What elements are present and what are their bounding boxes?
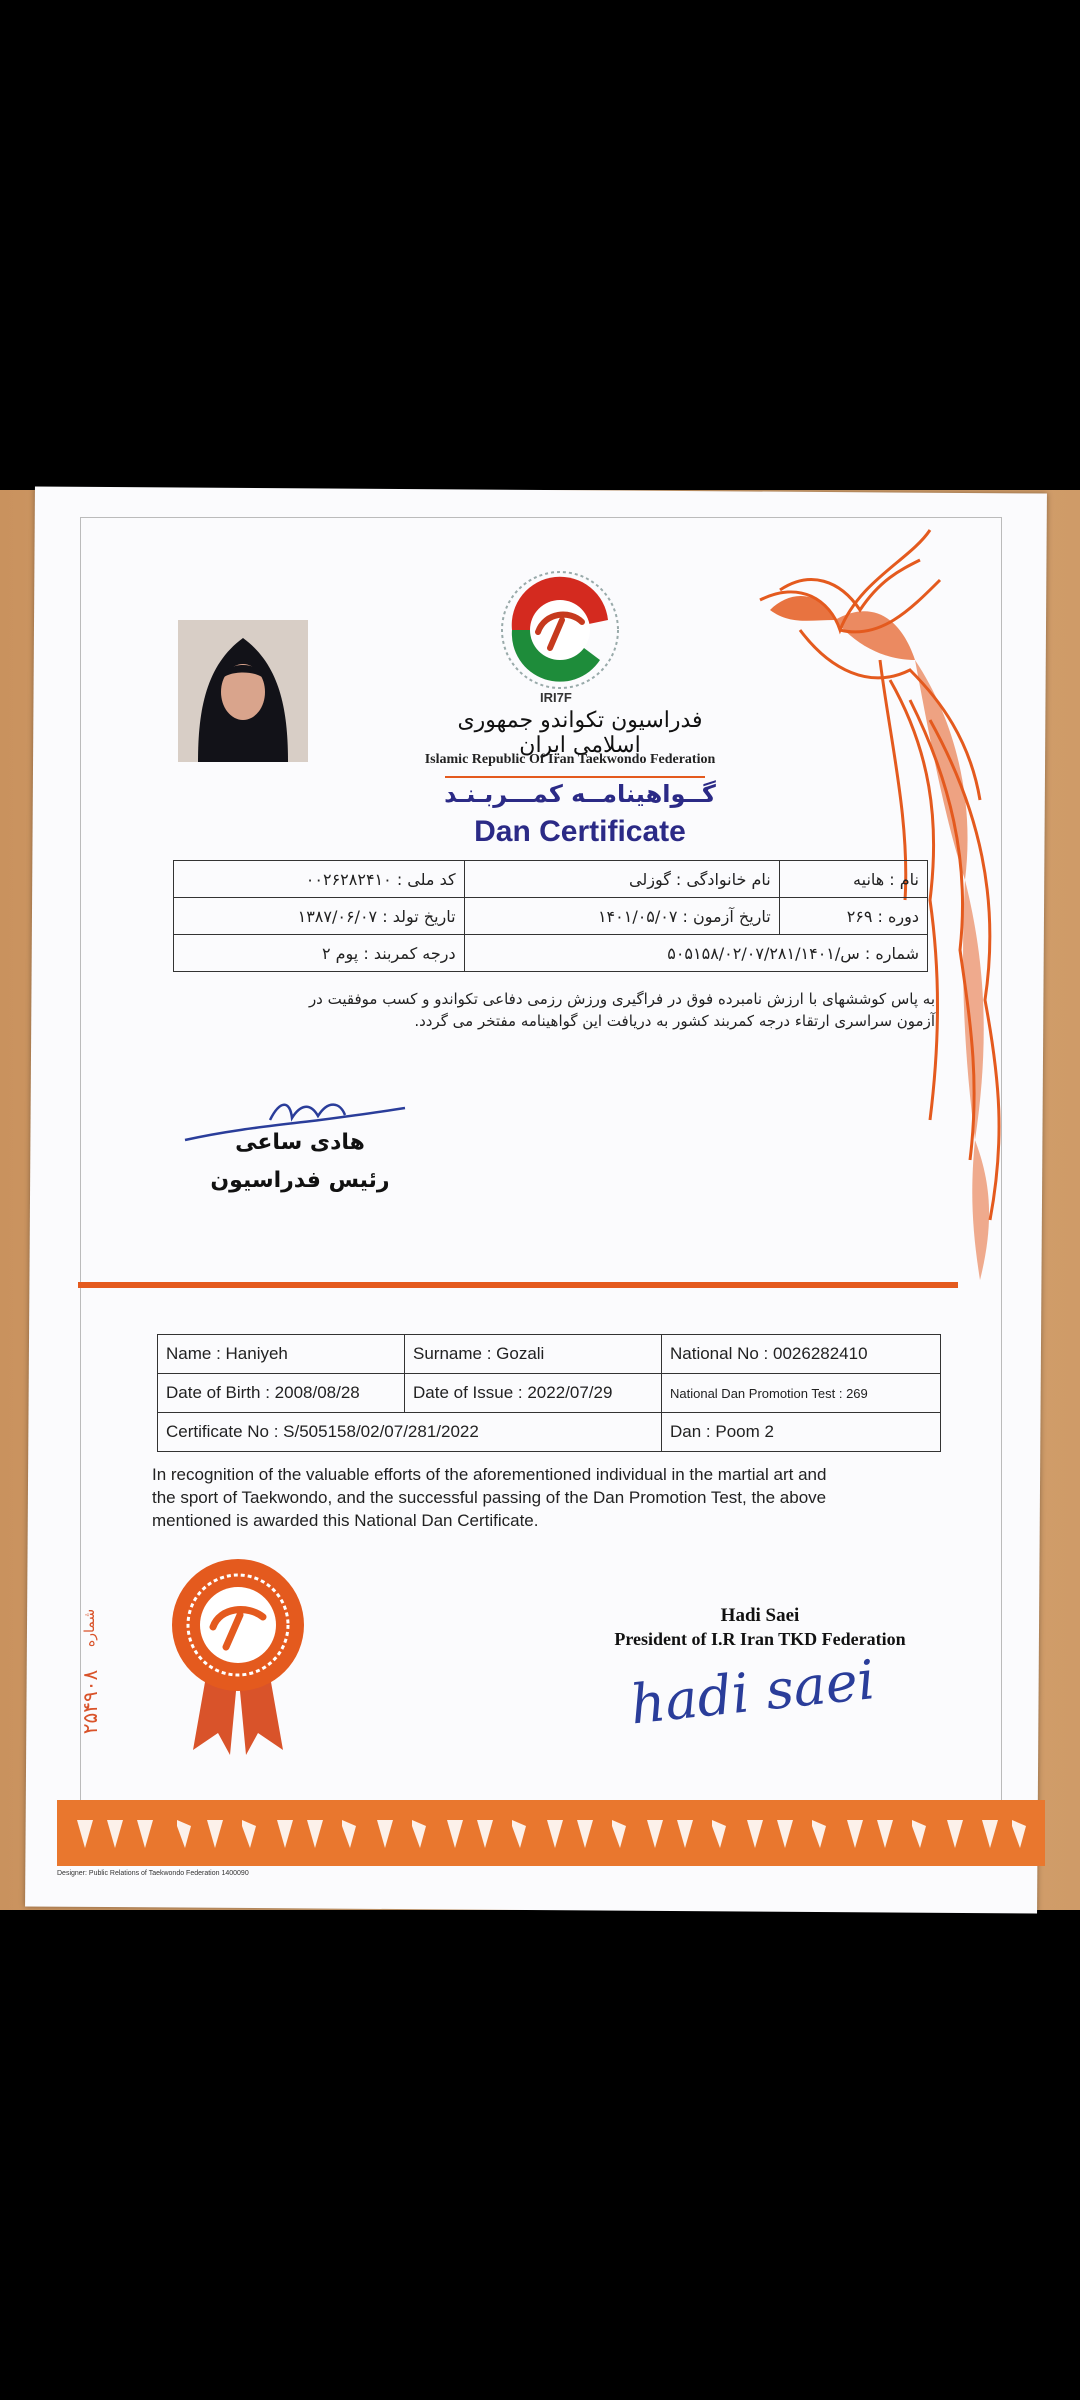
serial-label: شماره: [82, 1608, 98, 1648]
signatory-name-fa: هادی ساعی: [235, 1130, 365, 1155]
federation-name-fa: فدراسیون تکواندو جمهوری اسلامی ایران: [457, 708, 703, 758]
certificate-number-en: Certificate No : S/505158/02/07/281/2022: [158, 1413, 662, 1452]
federation-name-en: Islamic Republic Of Iran Taekwondo Federation: [424, 752, 716, 767]
title-en: Dan Certificate: [474, 815, 686, 848]
recognition-text-en-3: mentioned is awarded this National Dan Certificate.: [152, 1511, 539, 1530]
signatory-title-en: President of I.R Iran TKD Federation: [614, 1629, 906, 1649]
table-row: [158, 1335, 941, 1374]
signatory-title-fa: رئیس فدراسیون: [210, 1168, 390, 1193]
decorative-bar: [57, 1800, 1045, 1866]
serial-block: [70, 1608, 110, 1780]
header-divider: [445, 776, 705, 778]
table-row: [174, 935, 928, 972]
recognition-text-fa-2: آزمون سراسری ارتقاء درجه کمربند کشور به دریافت این گواهینامه مفتخر می گردد.: [414, 1012, 935, 1030]
english-info-table: [157, 1334, 941, 1452]
dan-en: Dan : Poom 2: [662, 1413, 941, 1452]
surname-fa: نام خانوادگی : گوزلی: [464, 861, 779, 898]
exam-date-fa: تاریخ آزمون : ۱۴۰۱/۰۵/۰۷: [464, 898, 779, 935]
recognition-text-en-2: the sport of Taekwondo, and the successful passing of the Dan Promotion Test, the above: [152, 1488, 827, 1507]
issue-date-en: Date of Issue : 2022/07/29: [405, 1374, 662, 1413]
belt-degree-fa: درجه کمربند : پوم ۲: [174, 935, 465, 972]
student-photo: [178, 620, 308, 762]
federation-seal: [168, 1555, 308, 1755]
persian-info-table: [173, 860, 928, 972]
federation-logo: [490, 560, 630, 700]
birth-date-en: Date of Birth : 2008/08/28: [158, 1374, 405, 1413]
signatory-name-en: Hadi Saei: [720, 1605, 800, 1626]
table-row: [158, 1374, 941, 1413]
birth-date-fa: تاریخ تولد : ۱۳۸۷/۰۶/۰۷: [174, 898, 465, 935]
recognition-text-en-1: In recognition of the valuable efforts of the aforementioned individual in the martial art and: [152, 1465, 827, 1484]
recognition-text-fa-1: به پاس کوششهای با ارزش نامبرده فوق در فراگیری ورزش رزمی دفاعی تکواندو و کسب موفقیت در: [308, 990, 935, 1008]
name-fa: نام : هانیه: [779, 861, 927, 898]
certificate-number-fa: شماره : س/۵۰۵۱۵۸/۰۲/۰۷/۲۸۱/۱۴۰۱: [464, 935, 927, 972]
logo-text: IRI7F: [540, 690, 572, 705]
footer-note: Designer: Public Relations of Taekwondo Federation 1400090: [57, 1870, 249, 1877]
national-no-en: National No : 0026282410: [662, 1335, 941, 1374]
title-fa: گــواهینامــه کمـــربـنـد: [444, 780, 716, 808]
serial-number: ۲۵۴۹۰۸: [78, 1669, 102, 1735]
table-row: [158, 1413, 941, 1452]
national-code-fa: کد ملی : ۰۰۲۶۲۸۲۴۱۰: [174, 861, 465, 898]
signature-en-mark: hadi saei: [627, 1648, 878, 1737]
name-en: Name : Haniyeh: [158, 1335, 405, 1374]
table-row: [174, 861, 928, 898]
promotion-test-en: National Dan Promotion Test : 269: [662, 1374, 941, 1413]
section-divider: [78, 1282, 958, 1288]
table-row: [174, 898, 928, 935]
course-fa: دوره : ۲۶۹: [779, 898, 927, 935]
surname-en: Surname : Gozali: [405, 1335, 662, 1374]
